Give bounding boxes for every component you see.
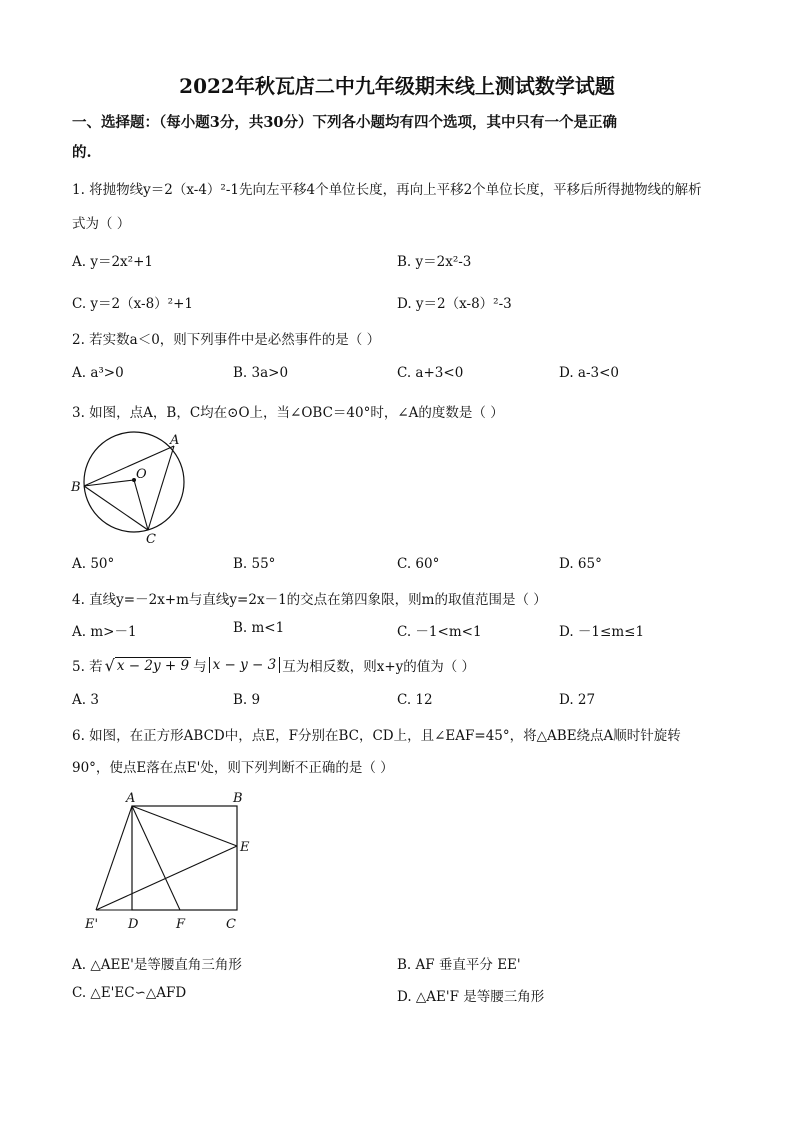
q5-option-b: B. 9: [233, 692, 261, 708]
q5-stem-post: 互为相反数，则x+y的值为（ ）: [282, 659, 476, 675]
q3-stem: 3. 如图，点A，B，C均在⊙O上，当∠OBC＝40°时，∠A的度数是（ ）: [72, 405, 504, 421]
segment-oc: [134, 480, 148, 530]
q1-stem-line1: 1. 将抛物线y＝2（x-4）²-1先向左平移4个单位长度，再向上平移2个单位长度，平移后所得抛物线的解析: [72, 182, 702, 198]
radicand: x − 2y + 9: [116, 657, 190, 674]
q1-option-d: D. y＝2（x-8）²-3: [397, 296, 512, 312]
square-abcd: [132, 806, 237, 910]
q3-option-c: C. 60°: [397, 556, 440, 572]
q2-option-c: C. a+3<0: [397, 365, 464, 381]
q5-option-d: D. 27: [559, 692, 596, 708]
q6-option-c: C. △E'EC∽△AFD: [72, 985, 187, 1001]
label-a: A: [126, 791, 136, 806]
segment-e-prime-e: [96, 846, 237, 910]
q3-option-b: B. 55°: [233, 556, 276, 572]
q5-option-a: A. 3: [72, 692, 99, 708]
section-heading-line2: 的.: [72, 144, 92, 161]
q6-stem-line2: 90°，使点E落在点E'处，则下列判断不正确的是（ ）: [72, 760, 394, 776]
segment-ae-prime: [96, 806, 132, 910]
q4-option-a: A. m>－1: [72, 624, 137, 640]
q1-option-a: A. y＝2x²+1: [72, 254, 153, 270]
q2-stem: 2. 若实数a＜0，则下列事件中是必然事件的是（ ）: [72, 332, 381, 348]
q3-option-d: D. 65°: [559, 556, 602, 572]
q4-stem: 4. 直线y=－2x+m与直线y=2x－1的交点在第四象限，则m的取值范围是（ ）: [72, 592, 547, 608]
q6-option-d: D. △AE'F 是等腰三角形: [397, 989, 545, 1005]
label-a: A: [170, 433, 180, 448]
q1-option-c: C. y＝2（x-8）²+1: [72, 296, 193, 312]
q6-option-b: B. AF 垂直平分 EE': [397, 957, 521, 973]
q4-option-b: B. m<1: [233, 620, 285, 636]
q4-option-c: C. －1<m<1: [397, 624, 482, 640]
segment-bc: [84, 486, 148, 530]
q1-stem-line2: 式为（ ）: [72, 216, 131, 232]
abs-expression: x − y − 3: [209, 657, 281, 673]
q5-stem: [72, 655, 475, 675]
q6-square-figure: [80, 788, 260, 938]
q2-option-d: D. a-3<0: [559, 365, 620, 381]
q1-option-b: B. y＝2x²-3: [397, 254, 472, 270]
label-c: C: [146, 532, 156, 546]
label-f: F: [176, 917, 186, 932]
q4-option-d: D. －1≤m≤1: [559, 624, 645, 640]
q3-option-a: A. 50°: [72, 556, 115, 572]
segment-ba: [84, 446, 174, 486]
q5-option-c: C. 12: [397, 692, 433, 708]
label-b: B: [233, 791, 243, 806]
sqrt-expression: [105, 657, 191, 674]
label-e: E: [240, 840, 250, 855]
q6-stem-line1: 6. 如图，在正方形ABCD中，点E，F分别在BC，CD上，且∠EAF=45°，将△ABE绕点A顺时针旋转: [72, 728, 681, 744]
q2-option-a: A. a³>0: [72, 365, 124, 381]
q3-circle-figure: [66, 426, 196, 546]
q6-option-a: A. △AEE'是等腰直角三角形: [72, 957, 242, 973]
q5-stem-mid: 与: [193, 659, 207, 675]
label-e-prime: E': [85, 917, 99, 932]
label-b: B: [71, 480, 81, 495]
page-title: 2022年秋瓦店二中九年级期末线上测试数学试题: [179, 74, 615, 98]
label-o: O: [136, 467, 147, 482]
radical-sign: √: [104, 655, 115, 675]
q2-option-b: B. 3a>0: [233, 365, 289, 381]
q5-stem-pre: 5. 若: [72, 659, 103, 675]
section-heading-line1: 一、选择题：（每小题3分，共30分）下列各小题均有四个选项，其中只有一个是正确: [72, 114, 618, 131]
label-d: D: [128, 917, 139, 932]
label-c: C: [226, 917, 236, 932]
